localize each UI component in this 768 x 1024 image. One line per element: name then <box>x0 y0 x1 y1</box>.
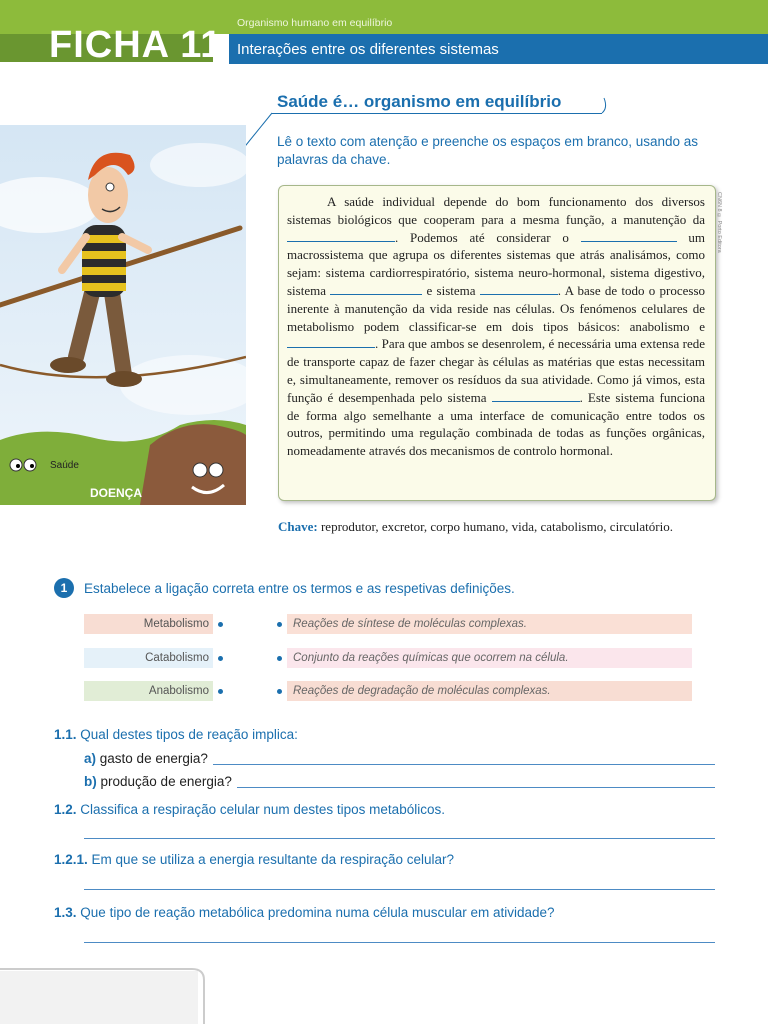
question-1-3 <box>54 905 555 920</box>
page-corner <box>0 968 210 1024</box>
blank-4[interactable] <box>480 284 558 295</box>
q-number: 1.1. <box>54 727 77 742</box>
q-number: 1.2.1. <box>54 852 88 867</box>
key-list: reprodutor, excretor, corpo humano, vida, catabolismo, circulatório. <box>320 519 673 534</box>
tightrope-illustration <box>0 125 246 505</box>
q-number: 1.2. <box>54 802 77 817</box>
q-text: produção de energia? <box>100 774 232 789</box>
answer-line[interactable] <box>84 838 715 839</box>
q-letter: b) <box>84 774 97 789</box>
question-1-2-1 <box>54 852 454 867</box>
answer-line[interactable] <box>213 764 715 765</box>
q-number: 1.3. <box>54 905 77 920</box>
definition-1: Reações de síntese de moléculas complexas. <box>287 614 692 634</box>
q-text: Qual destes tipos de reação implica: <box>80 727 298 742</box>
section-underline <box>272 113 602 114</box>
title-hook <box>596 96 610 116</box>
answer-line[interactable] <box>84 889 715 890</box>
section-title: Saúde é… organismo em equilíbrio <box>277 92 562 111</box>
publisher-credit: CN6N 8 © Porto Editora <box>716 192 722 253</box>
question-1-1-a <box>84 751 208 766</box>
text-part: . Este sistema funciona de forma algo semelhante a uma interface de comunicação entre todos os outros, permitindo uma regulação combinada de todas as funções orgânicas, nomeadamente através dos mecanismos de controlo hormonal. <box>287 389 706 459</box>
blank-3[interactable] <box>330 284 422 295</box>
term-dot[interactable] <box>218 689 223 694</box>
q-letter: a) <box>84 751 97 766</box>
definition-dot[interactable] <box>277 689 282 694</box>
instructions: Lê o texto com atenção e preenche os espaços em branco, usando as palavras da chave. <box>277 134 699 167</box>
text-part: A saúde individual depende do bom funcionamento dos diversos sistemas biológicos que cooperam para a mesma função, a manutenção da <box>287 194 705 227</box>
answer-line[interactable] <box>237 787 715 788</box>
blank-6[interactable] <box>492 391 580 402</box>
term-dot[interactable] <box>218 622 223 627</box>
definition-3: Reações de degradação de moléculas complexas. <box>287 681 692 701</box>
fill-in-text <box>287 193 705 460</box>
q-text: Classifica a respiração celular num destes tipos metabólicos. <box>80 802 445 817</box>
text-part: . Podemos até considerar o <box>395 229 581 245</box>
text-part: . A base de todo o processo inerente à manutenção da vida reside nas células. Os fenómenos celulares de metabolismo podem classificar-se em dois tipos básicos: anabolismo e <box>287 282 706 334</box>
term-dot[interactable] <box>218 656 223 661</box>
text-part: . Para que ambos se desenrolem, é necessária uma extensa rede de transporte capaz de fazer chegar às células as matérias que estas necessitam e, simultaneamente, remover os resíduos da sua atividade. Como já vimos, esta função é desempenhada pelo sistema <box>287 336 705 405</box>
worksheet-number: FICHA 11 <box>49 24 223 66</box>
text-part: um macrossistema que agrupa os diferentes sistemas que atrás analisámos, como sejam: sistema cardiorrespiratório, sistema neuro-hormonal, sistema digestivo, sistema <box>287 229 705 298</box>
q-text: Em que se utiliza a energia resultante da respiração celular? <box>91 852 455 867</box>
question-number-badge: 1 <box>54 578 74 598</box>
q-text: Que tipo de reação metabólica predomina numa célula muscular em atividade? <box>80 905 555 920</box>
term-catabolismo: Catabolismo <box>84 648 213 668</box>
callout-line <box>240 112 280 152</box>
question-1-text: Estabelece a ligação correta entre os termos e as respetivas definições. <box>84 581 515 596</box>
blank-2[interactable] <box>581 231 677 242</box>
definition-2: Conjunto da reações químicas que ocorrem na célula. <box>287 648 692 668</box>
term-anabolismo: Anabolismo <box>84 681 213 701</box>
key-label: Chave: <box>278 519 318 534</box>
key-words <box>278 519 673 535</box>
term-metabolismo: Metabolismo <box>84 614 213 634</box>
answer-line[interactable] <box>84 942 715 943</box>
text-part: e sistema <box>422 282 480 298</box>
question-1-2 <box>54 802 445 817</box>
definition-dot[interactable] <box>277 622 282 627</box>
q-text: gasto de energia? <box>99 751 208 766</box>
label-saude: Saúde <box>50 460 79 471</box>
definition-dot[interactable] <box>277 656 282 661</box>
header-subtitle: Organismo humano em equilíbrio <box>237 17 393 29</box>
label-doenca: DOENÇA <box>90 486 143 500</box>
blank-5[interactable] <box>287 337 375 348</box>
blank-1[interactable] <box>287 231 395 242</box>
question-1-1-b <box>84 774 232 789</box>
header-title: Interações entre os diferentes sistemas <box>237 41 499 58</box>
question-1-1 <box>54 727 298 742</box>
